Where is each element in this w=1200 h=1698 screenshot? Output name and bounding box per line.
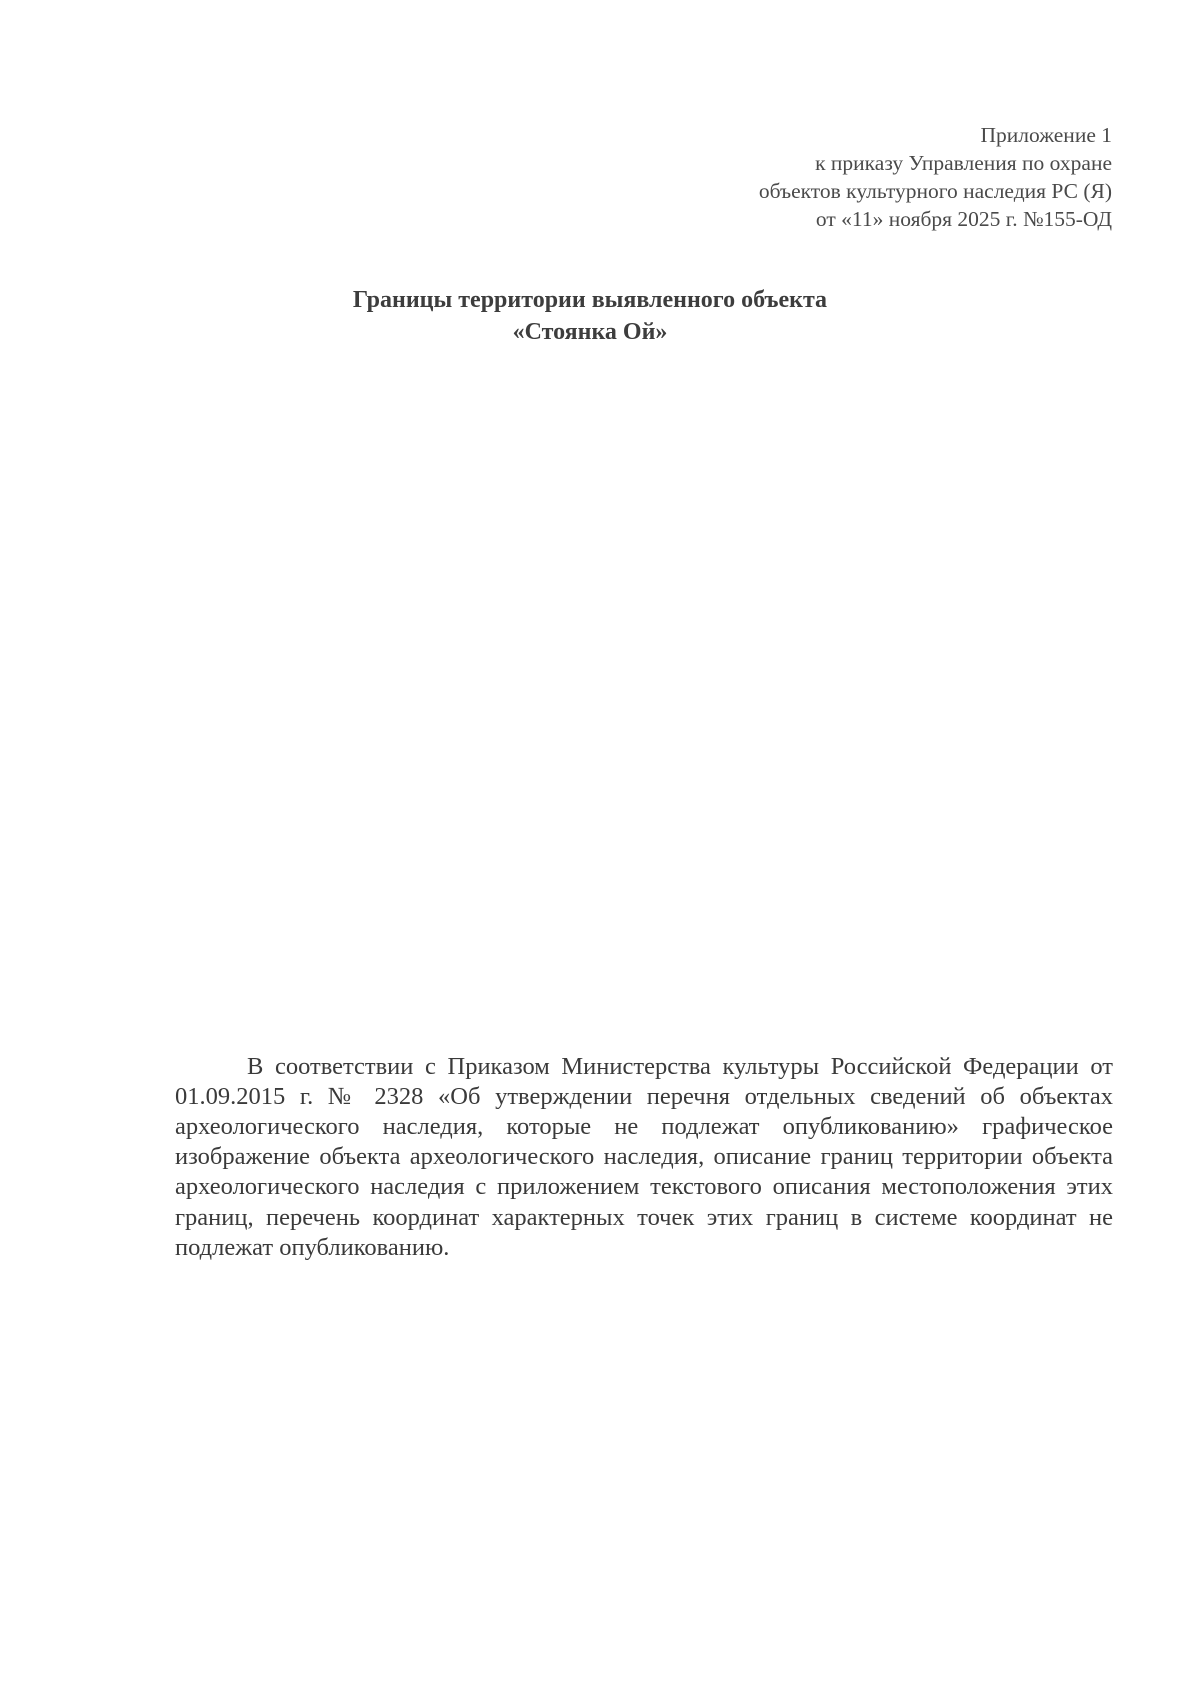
appendix-order-reference: к приказу Управления по охране	[815, 151, 1112, 175]
appendix-authority: объектов культурного наследия РС (Я)	[758, 179, 1112, 203]
body-paragraph: В соответствии с Приказом Министерства культуры Российской Федерации от 01.09.2015 г. № 2328 «Об утверждении перечня отдельных сведений об объектах археологического наследия, которые не подлежат опубликованию» графическое изображение объекта археологического наследия, описание границ территории объекта археологического наследия с приложением текстового описания местоположения этих границ, перечень координат характерных точек этих границ в системе координат не подлежат опубликованию.	[175, 1052, 1113, 1261]
document-title	[210, 284, 970, 348]
appendix-order-date: от «11» ноября 2025 г. №155-ОД	[815, 207, 1112, 231]
title-line-1: Границы территории выявленного объекта	[352, 287, 828, 313]
appendix-number: Приложение 1	[980, 123, 1112, 147]
appendix-header	[592, 121, 1112, 233]
title-line-2: «Стоянка Ой»	[512, 319, 668, 345]
